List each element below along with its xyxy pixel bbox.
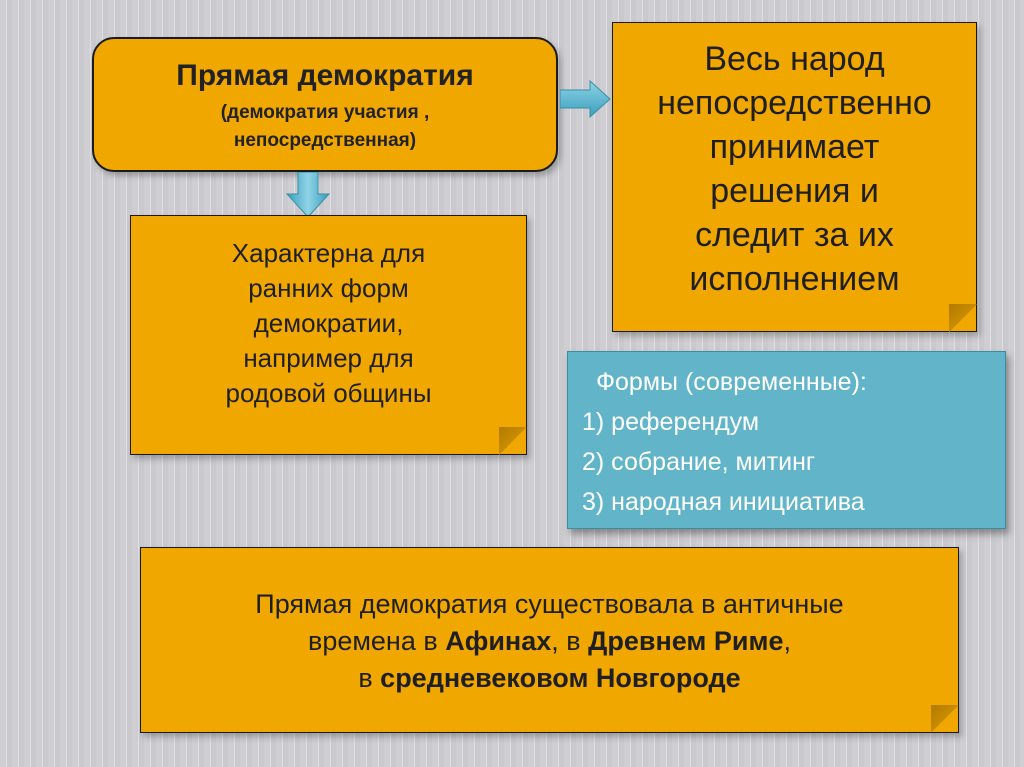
main-subtitle-line2: непосредственная) [233,130,417,151]
history-text-span: в [358,663,381,693]
direct-decision-text [613,37,976,301]
note-line: Характерна для [231,238,426,268]
arrow-right-icon [560,80,612,118]
history-line2 [161,623,938,660]
note-line: следит за их [695,216,894,254]
history-note [140,547,959,733]
page-curl-icon [949,304,977,332]
page-curl-icon [931,705,959,733]
forms-item: 1) референдум [582,408,760,436]
main-subtitle [94,99,556,155]
direct-decision-note [612,22,977,332]
arrow-down-icon [286,172,330,218]
ancient-rome-label: Древнем Риме [588,626,784,656]
novgorod-label: средневековом Новгороде [380,663,741,693]
history-text [141,586,958,697]
forms-item: 3) народная инициатива [582,488,865,516]
note-line: например для [243,343,414,373]
note-line: ранних форм [248,273,409,303]
note-line: принимает [709,128,880,166]
history-line3 [161,660,938,697]
note-line: исполнением [689,260,900,298]
note-line: родовой общины [225,378,432,408]
main-title: Прямая демократия [176,59,474,92]
note-line: Весь народ [704,40,885,78]
history-line1: Прямая демократия существовала в античные [255,589,844,619]
forms-item: 2) собрание, митинг [582,448,816,476]
main-subtitle-line1: (демократия участия , [220,102,430,123]
note-line: демократии, [253,308,404,338]
history-text-span: времена в [307,626,446,656]
note-line: непосредственно [657,84,932,122]
modern-forms-box [567,351,1006,529]
main-concept-box [92,37,558,172]
early-forms-note [130,215,527,455]
page-curl-icon [499,427,527,455]
athens-label: Афинах [445,626,552,656]
early-forms-text [131,236,526,411]
history-text-span: , [783,626,792,656]
history-text-span: , в [551,626,589,656]
note-line: решения и [710,172,879,210]
forms-header: Формы (современные): [596,368,867,396]
